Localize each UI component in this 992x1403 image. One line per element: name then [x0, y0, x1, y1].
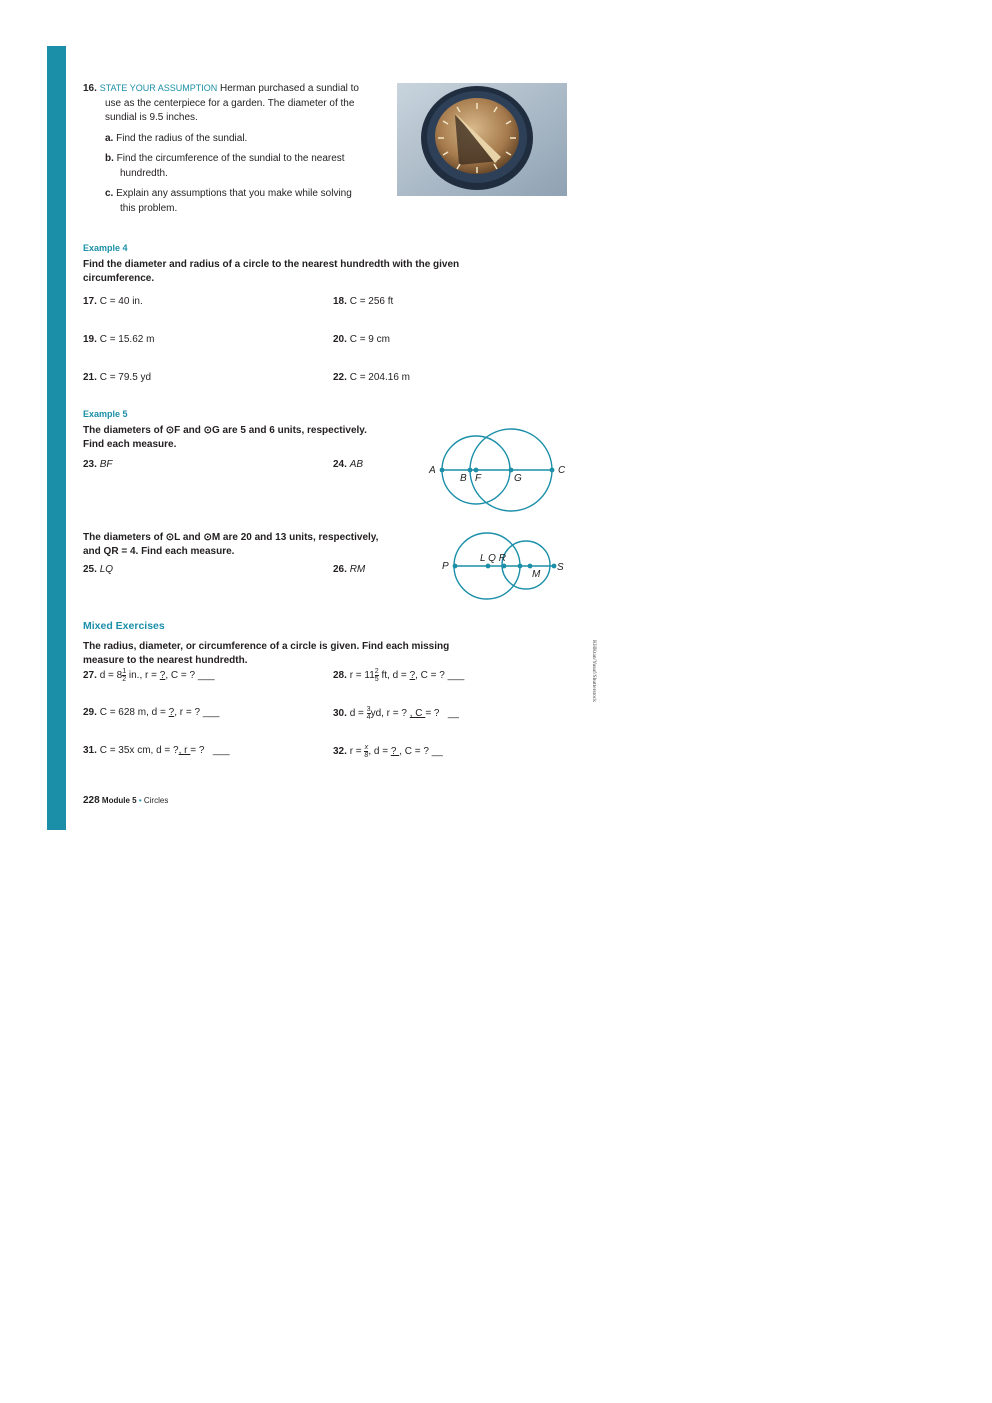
exercise-text: , C = ?	[165, 670, 198, 682]
point-b	[468, 468, 473, 473]
assumption-tag: STATE YOUR ASSUMPTION	[99, 83, 218, 93]
instruction-line: The diameters of ⊙L and ⊙M are 20 and 13 units, respectively,	[83, 532, 379, 543]
instruction-line: circumference.	[83, 273, 155, 284]
exercise-number: 17.	[83, 296, 97, 307]
part-text: hundredth.	[120, 167, 168, 179]
instruction-line: The radius, diameter, or circumference of a circle is given. Find each missing	[83, 641, 450, 652]
answer-blank[interactable]: ___	[202, 707, 220, 718]
example-4-instructions	[83, 258, 503, 286]
answer-blank[interactable]: __	[431, 746, 443, 758]
instruction-line: and QR = 4. Find each measure.	[83, 546, 235, 557]
exercise-text: = ?	[190, 745, 208, 756]
exercise-31	[83, 744, 230, 759]
page-number: 228	[83, 795, 100, 806]
exercise-number: 23.	[83, 459, 97, 470]
exercise-text: , C = ?	[399, 746, 432, 758]
exercise-text: d =	[349, 708, 367, 720]
fraction-denominator: 2	[122, 676, 127, 683]
problem-text: sundial is 9.5 inches.	[105, 112, 198, 123]
exercise-30	[333, 706, 459, 722]
label-f: F	[475, 473, 482, 484]
exercise-number: 31.	[83, 745, 97, 756]
exercise-22	[333, 371, 410, 386]
exercise-text: C = 628 m, d =	[99, 707, 169, 718]
exercise-17	[83, 295, 143, 310]
answer-blank[interactable]: ?	[159, 670, 166, 682]
label-b: B	[460, 473, 467, 484]
fraction-numerator: 3	[366, 706, 371, 713]
problem-text: use as the centerpiece for a garden. The diameter of the	[105, 97, 355, 109]
instruction-line: Find each measure.	[83, 439, 177, 450]
problem-16	[83, 81, 393, 216]
photo-credit	[587, 640, 601, 710]
exercise-text: , d =	[368, 746, 391, 758]
exercise-number: 21.	[83, 372, 97, 383]
part-label: a.	[105, 132, 114, 144]
problem-number: 16.	[83, 83, 97, 94]
answer-blank[interactable]: , r	[178, 745, 191, 756]
exercise-text: C = 204.16 m	[349, 372, 410, 383]
fraction-denominator: 8	[364, 752, 369, 759]
exercise-text: yd, r = ?	[370, 708, 410, 720]
footer-separator: •	[138, 796, 142, 805]
part-text: Explain any assumptions that you make while solving	[116, 188, 352, 199]
point-a	[440, 468, 445, 473]
label-p: P	[442, 561, 449, 572]
fraction-numerator: 1	[122, 668, 127, 675]
answer-blank[interactable]: ___	[212, 745, 230, 756]
point-c	[550, 468, 555, 473]
exercise-18	[333, 295, 393, 310]
label-m: M	[532, 569, 541, 580]
circles-l-m-diagram	[438, 526, 573, 606]
point-s	[552, 564, 557, 569]
point-l	[486, 564, 491, 569]
point-q	[502, 564, 507, 569]
module-label: Module 5	[101, 796, 137, 805]
label-s: S	[557, 562, 564, 573]
label-g: G	[514, 473, 522, 484]
answer-blank[interactable]: ?	[390, 746, 400, 758]
fraction-denominator: 5	[374, 676, 379, 683]
fraction-numerator: x	[364, 744, 369, 751]
exercise-32	[333, 744, 443, 760]
exercise-28	[333, 668, 464, 684]
exercise-24	[333, 458, 363, 473]
label-lqr: L Q R	[480, 553, 506, 564]
answer-blank[interactable]: ?	[168, 707, 175, 718]
footer-title: Circles	[143, 796, 169, 805]
exercise-text: LQ	[99, 564, 114, 575]
exercise-26	[333, 563, 365, 578]
exercise-number: 18.	[333, 296, 347, 307]
exercise-text: , r = ?	[174, 707, 203, 718]
exercise-text: r = 11	[349, 670, 375, 682]
exercise-21	[83, 371, 151, 386]
answer-blank[interactable]: ___	[197, 670, 215, 682]
exercise-27	[83, 668, 215, 684]
exercise-20	[333, 333, 390, 348]
answer-blank[interactable]: ___	[447, 670, 465, 682]
instruction-line: The diameters of ⊙F and ⊙G are 5 and 6 units, respectively.	[83, 425, 367, 436]
part-text: Find the radius of the sundial.	[116, 132, 248, 144]
mixed-exercises-heading: Mixed Exercises	[83, 620, 165, 632]
example-5-heading: Example 5	[83, 409, 128, 419]
point-r	[518, 564, 523, 569]
exercise-text: d = 8	[99, 670, 123, 682]
point-p	[453, 564, 458, 569]
answer-blank[interactable]: , C	[409, 708, 426, 720]
circle-m	[502, 541, 550, 589]
exercise-text: in., r =	[126, 670, 160, 682]
exercise-text: ft, d =	[378, 670, 410, 682]
exercise-19	[83, 333, 154, 348]
sundial-photo	[397, 83, 567, 196]
exercise-text: , C = ?	[415, 670, 448, 682]
mixed-instructions	[83, 640, 503, 668]
example-5-instructions	[83, 424, 423, 452]
fraction-denominator: 4	[366, 714, 371, 721]
label-c: C	[558, 465, 566, 476]
exercise-number: 27.	[83, 670, 97, 682]
circles-f-g-diagram	[425, 425, 575, 517]
part-label: b.	[105, 153, 114, 164]
left-accent-bar	[47, 46, 66, 830]
exercise-25	[83, 563, 113, 578]
point-m	[528, 564, 533, 569]
exercise-number: 30.	[333, 708, 347, 720]
answer-blank[interactable]: ?	[409, 670, 416, 682]
exercise-number: 22.	[333, 372, 347, 383]
exercise-text: C = 9 cm	[349, 334, 390, 345]
exercise-number: 24.	[333, 459, 347, 470]
label-a: A	[429, 465, 436, 476]
exercise-number: 19.	[83, 334, 97, 345]
point-f	[474, 468, 479, 473]
exercise-text: r =	[349, 746, 365, 758]
photo-credit-text: KHKtan/Yusuf/Shutterstock	[591, 640, 597, 703]
exercise-number: 28.	[333, 670, 347, 682]
exercise-text: BF	[99, 459, 113, 470]
exercise-number: 20.	[333, 334, 347, 345]
exercise-text: = ?	[425, 708, 440, 720]
part-text: this problem.	[120, 202, 178, 214]
exercise-number: 25.	[83, 564, 97, 575]
instruction-line: measure to the nearest hundredth.	[83, 655, 248, 666]
exercise-text: C = 40 in.	[99, 296, 143, 307]
part-text: Find the circumference of the sundial to the nearest	[116, 153, 345, 164]
problem-text: Herman purchased a sundial to	[220, 83, 359, 94]
exercise-text: AB	[349, 459, 364, 470]
exercise-text: C = 35x cm, d = ?	[99, 745, 179, 756]
part-label: c.	[105, 188, 114, 199]
exercise-text: RM	[349, 564, 366, 575]
exercise-text: C = 79.5 yd	[99, 372, 152, 383]
example-4-heading: Example 4	[83, 243, 128, 253]
example-5-instructions-2	[83, 531, 423, 559]
exercise-text: C = 15.62 m	[99, 334, 155, 345]
exercise-number: 29.	[83, 707, 97, 718]
page-footer	[83, 795, 168, 806]
point-g	[509, 468, 514, 473]
exercise-number: 32.	[333, 746, 347, 758]
exercise-23	[83, 458, 112, 473]
instruction-line: Find the diameter and radius of a circle to the nearest hundredth with the given	[83, 259, 460, 270]
exercise-number: 26.	[333, 564, 347, 575]
answer-blank[interactable]: __	[447, 708, 459, 720]
fraction-numerator: 2	[374, 668, 379, 675]
exercise-29	[83, 706, 220, 721]
exercise-text: C = 256 ft	[349, 296, 394, 307]
